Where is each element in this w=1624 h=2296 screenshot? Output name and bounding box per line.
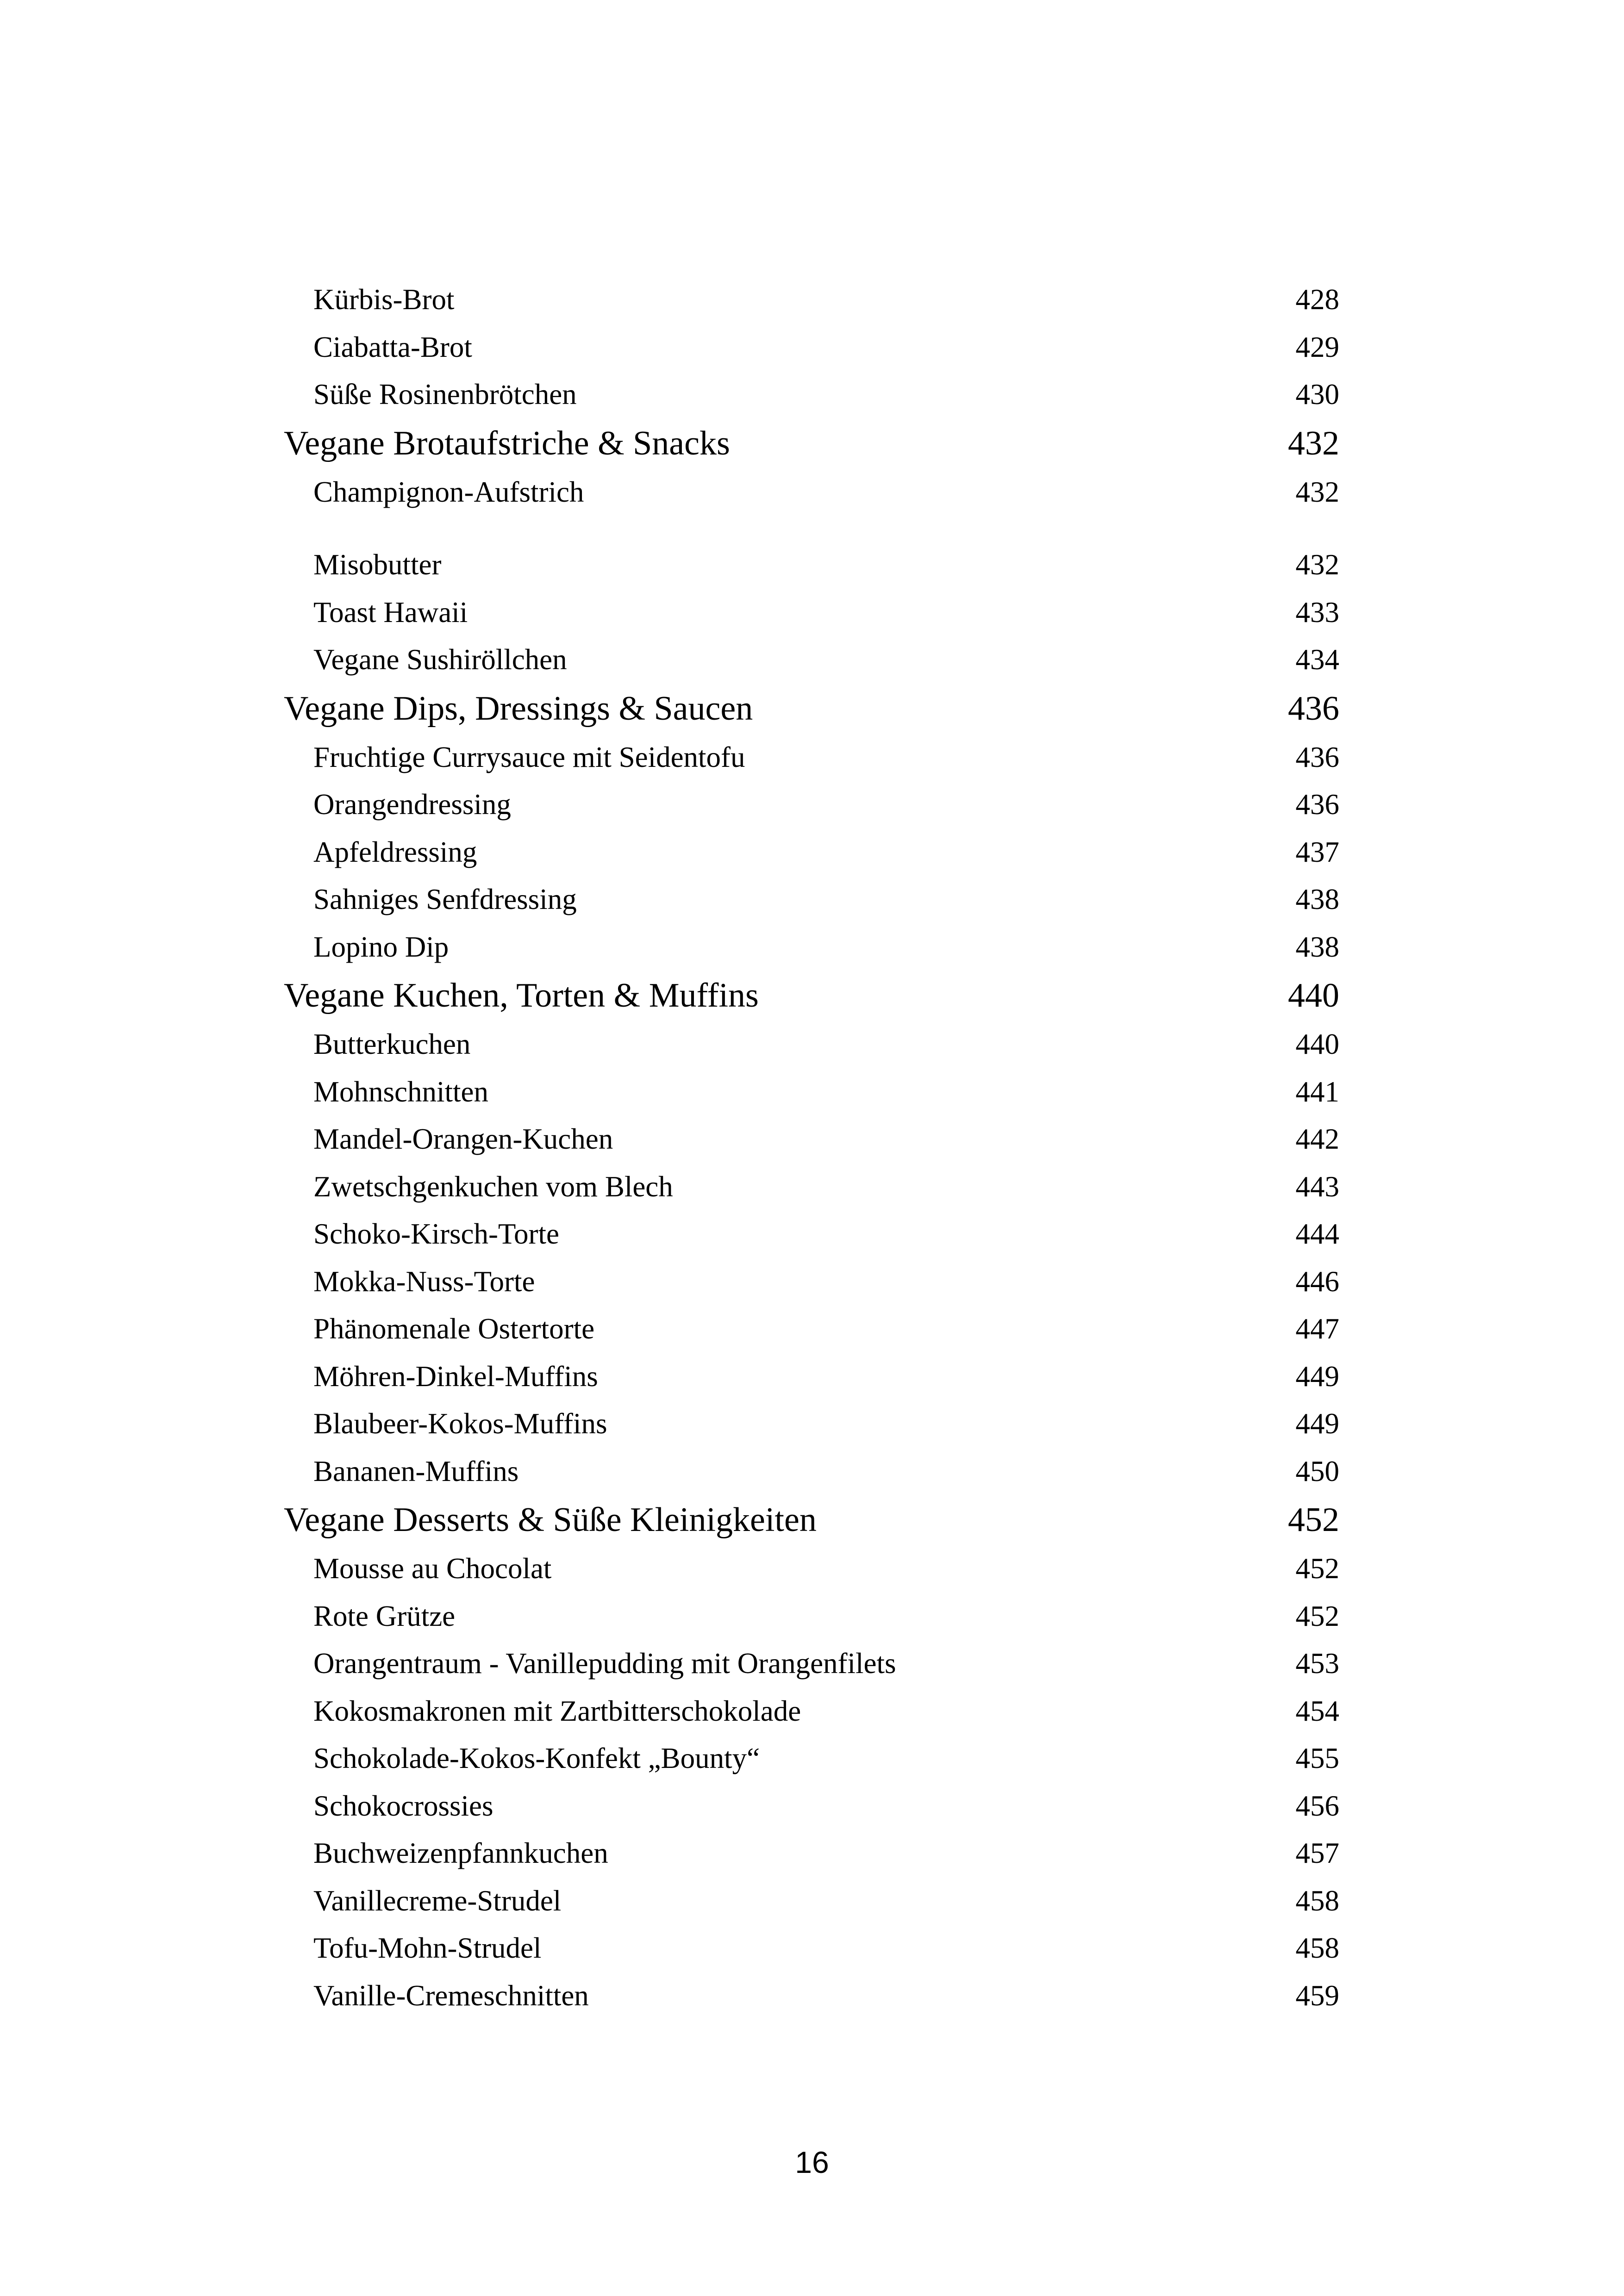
- toc-entry-title: Rote Grütze: [313, 1599, 456, 1632]
- toc-entry-title: Kokosmakronen mit Zartbitterschokolade: [313, 1694, 801, 1727]
- toc-entry-row: [284, 828, 1339, 876]
- toc-entry-title: Bananen-Muffins: [313, 1455, 519, 1487]
- toc-entry-page-number: 430: [1295, 378, 1339, 411]
- toc-entry-page-number: 449: [1295, 1407, 1339, 1440]
- toc-entry-page-number: 440: [1295, 1028, 1339, 1060]
- toc-entry-row: [284, 1877, 1339, 1925]
- toc-entry-row: [284, 923, 1339, 971]
- toc-entry-page-number: 432: [1295, 475, 1339, 508]
- toc-entry-row: [284, 1115, 1339, 1163]
- toc-entry-page-number: 443: [1295, 1170, 1339, 1203]
- toc-entry-row: [284, 1353, 1339, 1400]
- toc-section-page-number: 432: [1288, 424, 1339, 462]
- toc-entry-page-number: 433: [1295, 596, 1339, 628]
- toc-entry-row: [284, 541, 1339, 589]
- toc-entry-row: [284, 876, 1339, 923]
- toc-section-row: [284, 684, 1339, 734]
- toc-entry-title: Mousse au Chocolat: [313, 1552, 552, 1585]
- toc-entry-page-number: 457: [1295, 1837, 1339, 1869]
- toc-entry-title: Vanillecreme-Strudel: [313, 1884, 562, 1917]
- toc-section-title: Vegane Desserts & Süße Kleinigkeiten: [284, 1501, 817, 1539]
- page-number: 16: [795, 2145, 829, 2179]
- toc-entry-row: [284, 371, 1339, 418]
- toc-entry-page-number: 436: [1295, 740, 1339, 773]
- toc-entry-row: [284, 1593, 1339, 1640]
- toc-entry-page-number: 434: [1295, 643, 1339, 676]
- toc-section-title: Vegane Dips, Dressings & Saucen: [284, 689, 753, 728]
- toc-entry-title: Tofu-Mohn-Strudel: [313, 1932, 542, 1964]
- toc-entry-title: Apfeldressing: [313, 835, 477, 868]
- toc-entry-row: [284, 1400, 1339, 1448]
- toc-entry-row: [284, 1020, 1339, 1068]
- toc-entry-row: [284, 1163, 1339, 1211]
- toc-entry-page-number: 447: [1295, 1313, 1339, 1345]
- toc-entry-row: [284, 636, 1339, 684]
- toc-entry-row: [284, 1972, 1339, 2020]
- toc-entry-title: Orangendressing: [313, 788, 511, 821]
- toc-entry-title: Zwetschgenkuchen vom Blech: [313, 1170, 673, 1203]
- toc-entry-page-number: 442: [1295, 1123, 1339, 1155]
- toc-entry-row: [284, 1687, 1339, 1735]
- toc-entry-page-number: 456: [1295, 1789, 1339, 1822]
- toc-entry-title: Lopino Dip: [313, 930, 449, 963]
- toc-entry-row: [284, 276, 1339, 324]
- toc-entry-title: Fruchtige Currysauce mit Seidentofu: [313, 740, 745, 773]
- toc-entry-title: Vegane Sushiröllchen: [313, 643, 567, 676]
- toc-entry-page-number: 441: [1295, 1075, 1339, 1108]
- toc-entry-page-number: 429: [1295, 330, 1339, 363]
- toc-entry-page-number: 455: [1295, 1742, 1339, 1774]
- toc-entry-title: Mokka-Nuss-Torte: [313, 1265, 535, 1298]
- toc-entry-title: Orangentraum - Vanillepudding mit Orangenfilets: [313, 1647, 896, 1680]
- toc-entry-page-number: 436: [1295, 788, 1339, 821]
- toc-entry-page-number: 459: [1295, 1979, 1339, 2012]
- toc-entry-page-number: 452: [1295, 1599, 1339, 1632]
- toc-entry-row: [284, 324, 1339, 371]
- toc-entry-row: [284, 781, 1339, 828]
- toc-entry-row: [284, 1829, 1339, 1877]
- toc-entry-page-number: 438: [1295, 883, 1339, 915]
- toc-entry-row: [284, 1448, 1339, 1495]
- toc-entry-title: Buchweizenpfannkuchen: [313, 1837, 608, 1869]
- toc-entry-page-number: 432: [1295, 548, 1339, 581]
- toc-entry-title: Sahniges Senfdressing: [313, 883, 577, 915]
- toc-section-row: [284, 1495, 1339, 1545]
- toc-entry-title: Kürbis-Brot: [313, 283, 455, 316]
- toc-section-page-number: 436: [1288, 689, 1339, 728]
- toc-entry-row: [284, 1305, 1339, 1353]
- toc-entry-row: [284, 589, 1339, 636]
- toc-section-title: Vegane Kuchen, Torten & Muffins: [284, 977, 759, 1014]
- toc-entry-title: Vanille-Cremeschnitten: [313, 1979, 589, 2012]
- toc-entry-page-number: 444: [1295, 1218, 1339, 1250]
- toc-section-page-number: 440: [1288, 977, 1339, 1014]
- toc-entry-page-number: 446: [1295, 1265, 1339, 1298]
- toc-entry-title: Champignon-Aufstrich: [313, 475, 584, 508]
- toc-entry-title: Schoko-Kirsch-Torte: [313, 1218, 559, 1250]
- toc-entry-page-number: 449: [1295, 1360, 1339, 1393]
- table-of-contents: [284, 276, 1339, 2019]
- toc-entry-page-number: 458: [1295, 1884, 1339, 1917]
- toc-entry-page-number: 437: [1295, 835, 1339, 868]
- toc-entry-page-number: 428: [1295, 283, 1339, 316]
- toc-entry-row: [284, 1735, 1339, 1782]
- toc-section-title: Vegane Brotaufstriche & Snacks: [284, 424, 730, 462]
- toc-section-page-number: 452: [1288, 1501, 1339, 1539]
- toc-entry-row: [284, 1068, 1339, 1116]
- toc-section-row: [284, 971, 1339, 1020]
- toc-entry-page-number: 453: [1295, 1647, 1339, 1680]
- toc-entry-page-number: 450: [1295, 1455, 1339, 1487]
- toc-entry-row: [284, 1924, 1339, 1972]
- toc-entry-title: Misobutter: [313, 548, 442, 581]
- toc-entry-row: [284, 1782, 1339, 1830]
- toc-entry-row: [284, 468, 1339, 516]
- toc-entry-title: Schokolade-Kokos-Konfekt „Bounty“: [313, 1742, 760, 1774]
- toc-entry-page-number: 438: [1295, 930, 1339, 963]
- toc-entry-row: [284, 1258, 1339, 1306]
- toc-entry-row: [284, 1210, 1339, 1258]
- toc-entry-row: [284, 1545, 1339, 1593]
- toc-entry-title: Schokocrossies: [313, 1789, 493, 1822]
- toc-entry-row: [284, 1640, 1339, 1687]
- toc-entry-title: Mandel-Orangen-Kuchen: [313, 1123, 613, 1155]
- toc-entry-title: Butterkuchen: [313, 1028, 471, 1060]
- toc-entry-page-number: 454: [1295, 1694, 1339, 1727]
- toc-entry-title: Blaubeer-Kokos-Muffins: [313, 1407, 607, 1440]
- toc-section-row: [284, 418, 1339, 468]
- toc-entry-row: [284, 734, 1339, 781]
- toc-entry-title: Möhren-Dinkel-Muffins: [313, 1360, 598, 1393]
- toc-entry-title: Mohnschnitten: [313, 1075, 488, 1108]
- toc-entry-page-number: 458: [1295, 1932, 1339, 1964]
- toc-entry-page-number: 452: [1295, 1552, 1339, 1585]
- toc-entry-title: Phänomenale Ostertorte: [313, 1313, 595, 1345]
- toc-entry-title: Toast Hawaii: [313, 596, 468, 628]
- toc-entry-title: Süße Rosinenbrötchen: [313, 378, 577, 411]
- toc-entry-title: Ciabatta-Brot: [313, 330, 472, 363]
